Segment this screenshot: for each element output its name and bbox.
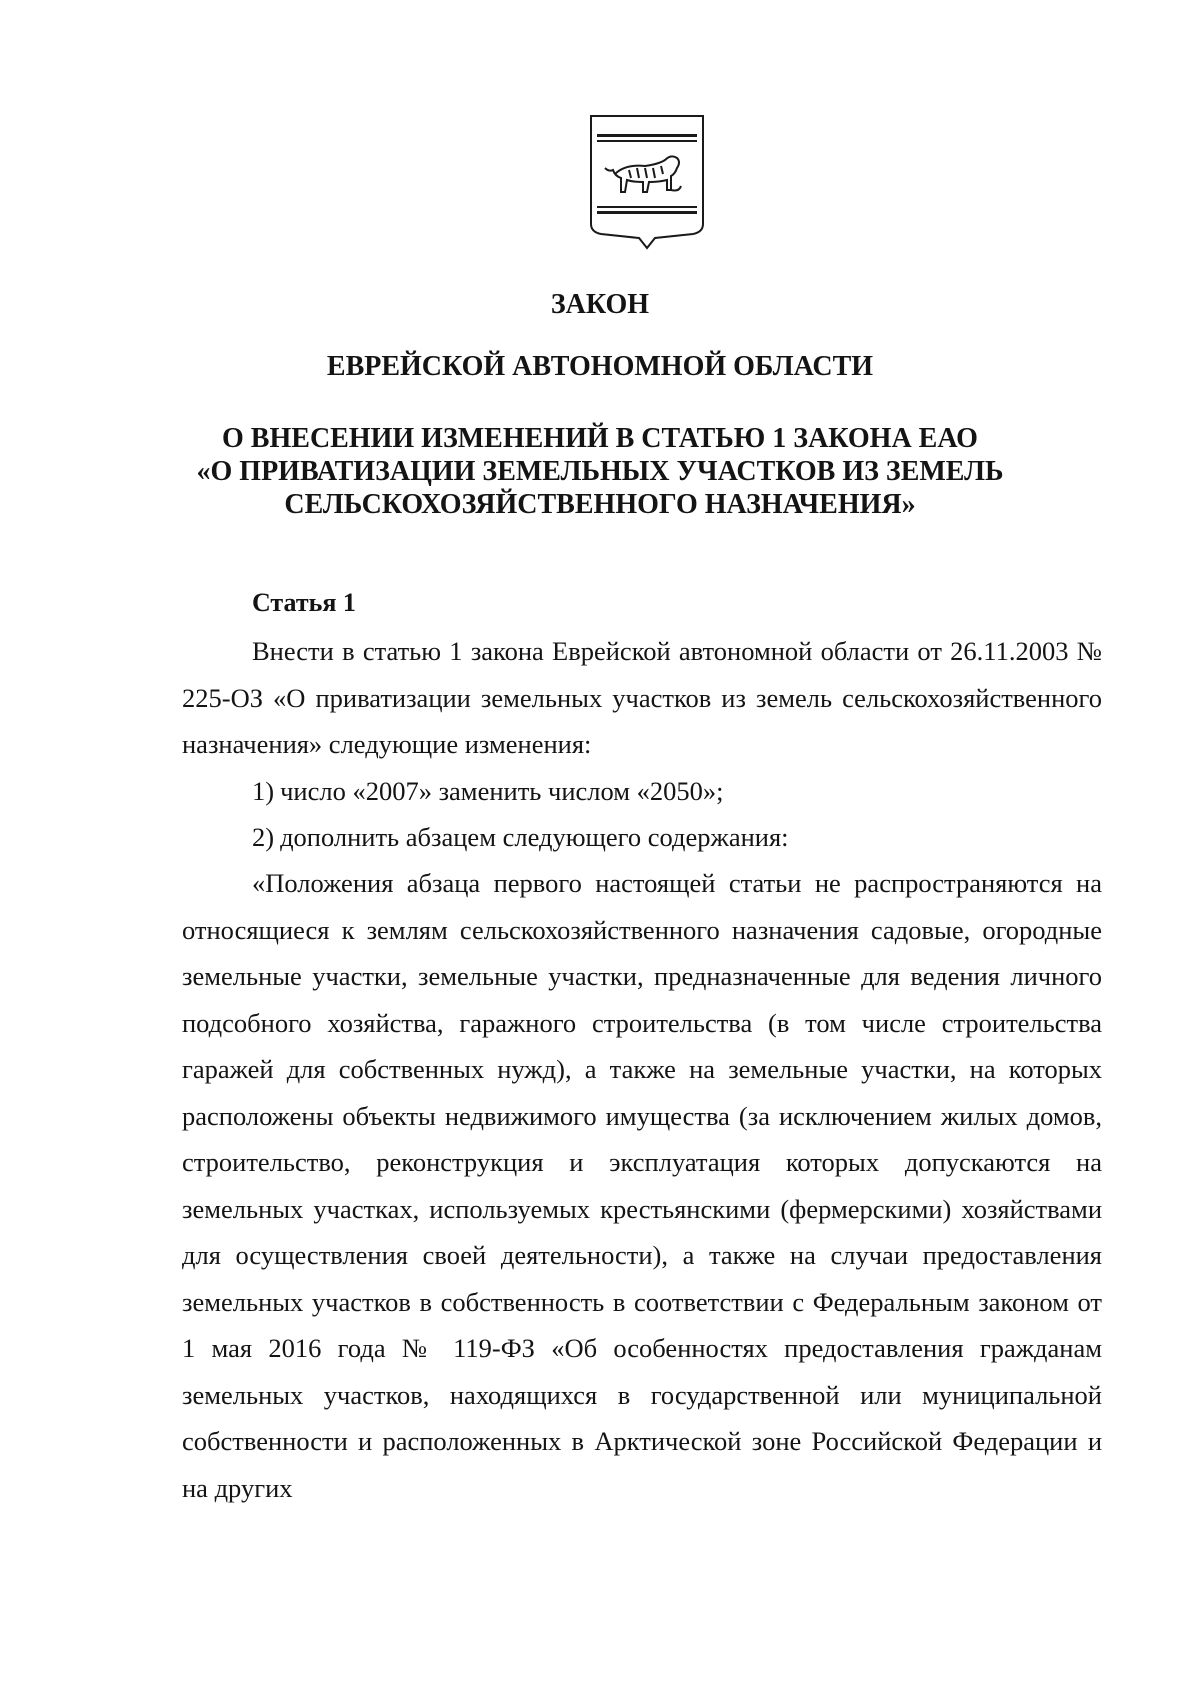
law-title: [150, 422, 1050, 521]
article-intro-paragraph: Внести в статью 1 закона Еврейской автономной области от 26.11.2003 № 225-ОЗ «О приватизации земельных участков из земель сельскохозяйственного назначения» следующие изменения:: [182, 636, 1102, 759]
list-item-text: дополнить абзацем следующего содержания:: [280, 822, 789, 852]
list-item-marker: 2): [252, 822, 275, 852]
list-item-marker: 1): [252, 776, 275, 806]
coat-of-arms-tiger-icon: [585, 112, 709, 254]
list-item: [182, 768, 1102, 815]
law-title-line: О ВНЕСЕНИИ ИЗМЕНЕНИЙ В СТАТЬЮ 1 ЗАКОНА ЕАО: [222, 423, 978, 454]
law-title-line: «О ПРИВАТИЗАЦИИ ЗЕМЕЛЬНЫХ УЧАСТКОВ ИЗ ЗЕМЕЛЬ: [196, 456, 1004, 487]
article-heading: Статья 1: [252, 588, 356, 617]
law-title-line: СЕЛЬСКОХОЗЯЙСТВЕННОГО НАЗНАЧЕНИЯ»: [284, 489, 916, 520]
quoted-paragraph: «Положения абзаца первого настоящей статьи не распространяются на относящиеся к землям сельскохозяйственного назначения садовые, огородные земельные участки, земельные участки, предназначенные для ведения личного подсобного хозяйства, гаражного строительства (в том числе строительства гаражей для собственных нужд), а также на земельные участки, на которых расположены объекты недвижимого имущества (за исключением жилых домов, строительство, реконструкция и эксплуатация которых допускаются на земельных участках, используемых крестьянскими (фермерскими) хозяйствами для осуществления своей деятельности), а также на случаи предоставления земельных участков в собственность в соответствии с Федеральным законом от 1 мая 2016 года № 119-ФЗ «Об особенностях предоставления гражданам земельных участков, находящихся в государственной или муниципальной собственности и расположенных в Арктической зоне Российской Федерации и на других: [182, 868, 1102, 1503]
list-item: [182, 814, 1102, 861]
list-item-text: число «2007» заменить числом «2050»;: [280, 776, 724, 806]
law-label: ЗАКОН: [550, 289, 650, 320]
region-label: ЕВРЕЙСКОЙ АВТОНОМНОЙ ОБЛАСТИ: [326, 351, 874, 382]
